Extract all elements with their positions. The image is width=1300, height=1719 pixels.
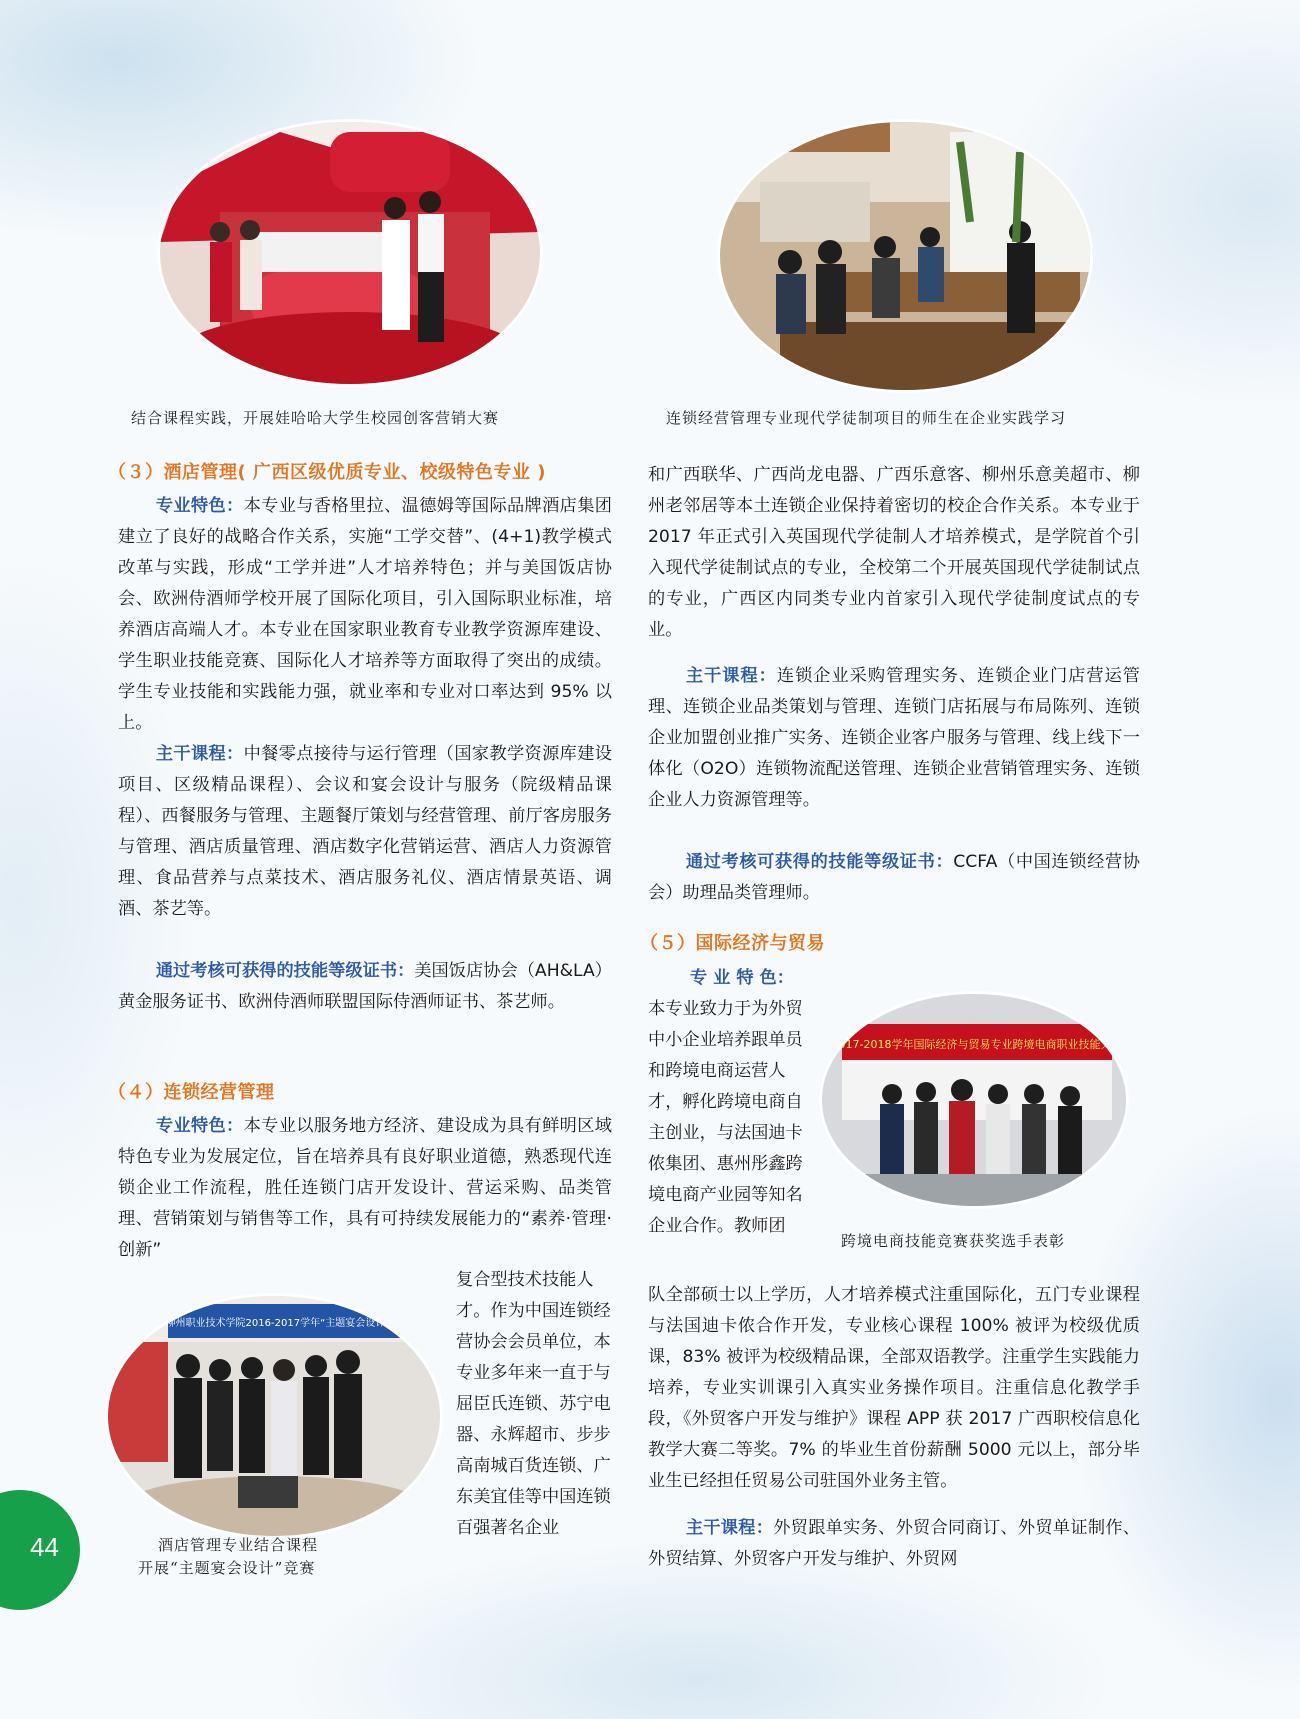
apprenticeship-illustration — [720, 122, 1090, 390]
section-4-cert — [648, 847, 1140, 909]
section-5-feature-b: 队全部硕士以上学历，人才培养模式注重国际化，五门专业课程与法国迪卡侬合作开发，专业核心课程 100% 被评为校级优质课，83% 被评为校级精品课，全部双语教学。注重学生实践能力培养，专业实训课引入真实业务操作项目。注重信息化教学手段，《外贸客户开发与维护》课程 APP 获 2017 广西职校信息化教学大赛二等奖。7% 的毕业生首份薪酬 5000 元以上，部分毕业生已经担任贸易公司驻国外业务主管。 — [648, 1285, 1140, 1491]
photo-marketing-event — [160, 122, 540, 384]
caption-banquet-line1: 酒店管理专业结合课程 — [158, 1536, 319, 1554]
section-4-courses-text: 连锁企业采购管理实务、连锁企业门店营运管理、连锁企业品类策划与管理、连锁门店拓展与布局陈列、连锁企业加盟创业推广实务、连锁企业客户服务与管理、线上线下一体化（O2O）连锁物流配送管理、连锁企业营销管理实务、连锁企业人力资源管理等。 — [648, 666, 1140, 810]
section-4-courses — [648, 661, 1140, 816]
caption-apprenticeship-study: 连锁经营管理专业现代学徒制项目的师生在企业实践学习 — [666, 409, 1067, 427]
caption-marketing-event: 结合课程实践，开展娃哈哈大学生校园创客营销大赛 — [131, 409, 500, 427]
section-5-feature-label: 专 业 特 色： — [690, 968, 794, 988]
section-3-courses-label: 主干课程： — [155, 744, 244, 764]
banquet-illustration — [108, 1296, 440, 1536]
banner-right-text: 2017-2018学年国际经济与贸易专业跨境电商职业技能大赛 — [831, 1038, 1123, 1051]
section-4-feature-text-a: 本专业以服务地方经济、建设成为具有鲜明区域特色专业为发展定位，旨在培养具有良好职业道德，熟悉现代连锁企业工作流程，胜任连锁门店开发设计、营运采购、品类管理、营销策划与销售等工作，具有可持续发展能力的“素养·管理·创新” — [118, 1116, 612, 1260]
section-3-cert — [118, 956, 612, 1018]
section-4-feature-a — [118, 1111, 612, 1266]
section-4-heading: （４）连锁经营管理 — [108, 1082, 275, 1103]
section-4-courses-label: 主干课程： — [685, 666, 777, 686]
section-3-feature-text: 本专业与香格里拉、温德姆等国际品牌酒店集团建立了良好的战略合作关系，实施“工学交替”、(4+1)教学模式改革与实践，形成“工学并进”人才培养特色；并与美国饭店协会、欧洲侍酒师学校开展了国际化项目，引入国际职业标准，培养酒店高端人才。本专业在国家职业教育专业教学资源库建设、学生职业技能竞赛、国际化人才培养等方面取得了突出的成绩。学生专业技能和实践能力强，就业率和专业对口率达到 95% 以上。 — [118, 496, 612, 733]
photo-apprenticeship-study — [720, 122, 1090, 390]
photo-banquet-competition — [108, 1296, 440, 1536]
section-3-courses-text: 中餐零点接待与运行管理（国家教学资源库建设项目、区级精品课程）、会议和宴会设计与服务（院级精品课程）、西餐服务与管理、主题餐厅策划与经营管理、前厅客房服务与管理、酒店质量管理、酒店数字化营销运营、酒店人力资源管理、食品营养与点菜技术、酒店服务礼仪、酒店情景英语、调酒、茶艺等。 — [118, 744, 612, 919]
banner-left-text: 柳州职业技术学院2016-2017学年“主题宴会设计”大赛 — [165, 1318, 411, 1329]
page-number: 44 — [30, 1532, 59, 1562]
photo-ecommerce-award — [822, 994, 1126, 1206]
section-5-feature-a: 本专业致力于为外贸中小企业培养跟单员和跨境电商运营人才，孵化跨境电商自主创业，与法国迪卡侬集团、惠州彤鑫跨境电商产业园等知名企业合作。教师团 — [648, 999, 803, 1236]
section-3-heading: （３）酒店管理( 广西区级优质专业、校级特色专业 ) — [108, 462, 546, 483]
marketing-event-illustration — [160, 122, 540, 384]
section-5-courses-text: 外贸跟单实务、外贸合同商订、外贸单证制作、外贸结算、外贸客户开发与维护、外贸网 — [648, 1518, 1140, 1569]
section-3-cert-label: 通过考核可获得的技能等级证书： — [155, 961, 415, 981]
section-4-feature-c: 和广西联华、广西尚龙电器、广西乐意客、柳州乐意美超市、柳州老邻居等本土连锁企业保持着密切的校企合作关系。本专业于 2017 年正式引入英国现代学徒制人才培养模式，是学院首个引入现代学徒制试点的专业，全校第二个开展英国现代学徒制试点的专业，广西区内同类专业内首家引入现代学徒制度试点的专业。 — [648, 465, 1140, 640]
section-4-feature-b: 复合型技术技能人才。作为中国连锁经营协会会员单位，本专业多年来一直于与屈臣氏连锁、苏宁电器、永辉超市、步步高南城百货连锁、广东美宜佳等中国连锁百强著名企业 — [456, 1270, 611, 1538]
section-3-courses — [118, 739, 612, 925]
section-5-courses-label: 主干课程： — [685, 1518, 774, 1538]
section-5-heading: （５）国际经济与贸易 — [640, 933, 825, 954]
section-3-feature — [118, 491, 612, 739]
section-4-feature-label: 专业特色： — [155, 1116, 244, 1136]
ecommerce-award-illustration — [822, 994, 1126, 1206]
section-5-courses — [648, 1513, 1140, 1575]
section-4-cert-text: CCFA（中国连锁经营协会）助理品类管理师。 — [648, 852, 1140, 903]
caption-ecommerce-award: 跨境电商技能竞赛获奖选手表彰 — [841, 1232, 1066, 1250]
caption-banquet-line2: 开展“主题宴会设计”竞赛 — [138, 1559, 316, 1577]
section-3-cert-text: 美国饭店协会（AH&LA）黄金服务证书、欧洲侍酒师联盟国际侍酒师证书、茶艺师。 — [118, 961, 612, 1012]
section-3-feature-label: 专业特色： — [155, 496, 244, 516]
section-4-cert-label: 通过考核可获得的技能等级证书： — [685, 852, 954, 872]
